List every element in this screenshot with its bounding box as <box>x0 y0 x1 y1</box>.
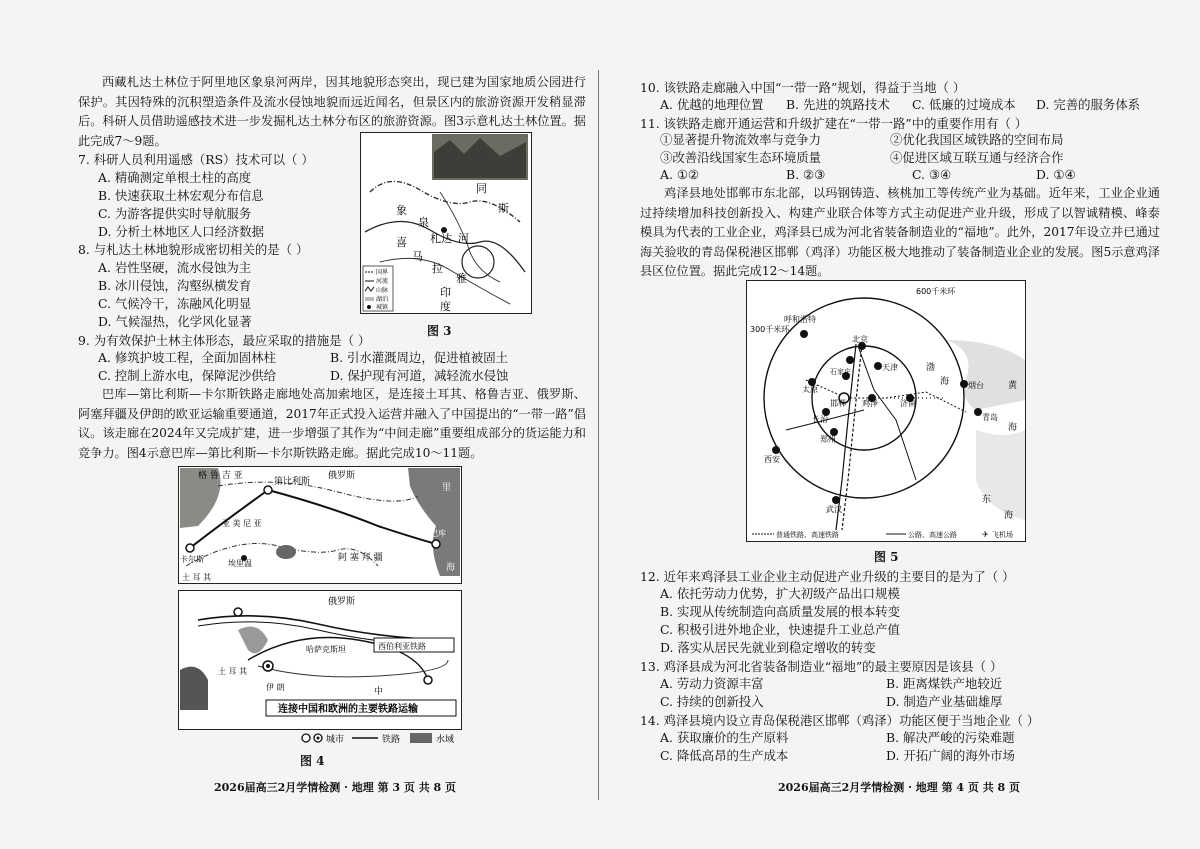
q12-option-c: C. 积极引进外地企业，快速提升工业总产值 <box>660 622 900 637</box>
legend-city: 城市 <box>326 735 345 745</box>
label-bo: 渤 <box>926 363 936 373</box>
question-9: 9. 为有效保护土林主体形态，最应采取的措施是（ ） <box>78 333 371 348</box>
figure-4-top-map <box>178 466 462 584</box>
figure-5-caption: 图 5 <box>874 550 899 564</box>
q10-option-b: B. 先进的筑路技术 <box>786 97 890 112</box>
label-shijiazhuang: 石家庄 <box>830 368 851 376</box>
figure-4-banner: 连接中国和欧洲的主要铁路运输 <box>278 704 418 715</box>
q7-option-a: A. 精确测定单根土柱的高度 <box>98 170 252 185</box>
q10-option-d: D. 完善的服务体系 <box>1036 97 1141 112</box>
label-du: 度 <box>440 300 451 313</box>
figure-4-legend <box>300 730 480 746</box>
label-yerevan: 埃里温 <box>228 559 252 568</box>
label-ring-300: 300千米环 <box>750 325 790 334</box>
label-kazakhstan: 哈萨克斯坦 <box>306 645 346 654</box>
legend-lake: 湖泊 <box>376 296 389 303</box>
figure-4-caption: 图 4 <box>300 754 325 768</box>
label-ma: 马 <box>412 250 423 263</box>
label-kars: 卡尔斯 <box>180 555 204 564</box>
q13-option-c: C. 持续的创新投入 <box>660 694 764 709</box>
page-divider <box>598 70 599 800</box>
label-taiyuan: 太原 <box>802 385 818 394</box>
legend-road-5: 公路、高速公路 <box>908 531 957 539</box>
q8-option-b: B. 冰川侵蚀，沟壑纵横发育 <box>98 278 252 293</box>
label-tianjin: 天津 <box>882 363 898 372</box>
label-xi: 喜 <box>396 236 407 249</box>
q13-option-b: B. 距离煤铁产地较近 <box>886 676 1003 691</box>
q13-option-d: D. 制造产业基础雄厚 <box>886 694 1003 709</box>
label-siberian-railway: 西伯利亚铁路 <box>378 642 426 651</box>
question-8: 8. 与札达土林地貌形成密切相关的是（ ） <box>78 242 309 257</box>
q7-option-c: C. 为游客提供实时导航服务 <box>98 206 252 221</box>
q8-option-d: D. 气候湿热，化学风化显著 <box>98 314 252 329</box>
label-dong: 东 <box>982 495 992 505</box>
label-tbilisi: 第比利斯 <box>274 477 311 487</box>
label-jize: 鸡泽 <box>862 399 878 408</box>
label-russia-bottom: 俄罗斯 <box>328 597 356 607</box>
q11-option-c: C. ③④ <box>912 167 952 182</box>
question-12: 12. 近年来鸡泽县工业企业主动促进产业升级的主要目的是为了（ ） <box>640 569 1015 584</box>
question-7: 7. 科研人员利用遥感（RS）技术可以（ ） <box>78 152 314 167</box>
q14-option-b: B. 解决严峻的污染难题 <box>886 730 1015 745</box>
legend-railway: 铁路 <box>382 735 401 745</box>
question-10: 10. 该铁路走廊融入中国“一带一路”规划，得益于当地（ ） <box>640 80 966 95</box>
footer-page-3: 2026届高三2月学情检测 · 地理 第 3 页 共 8 页 <box>214 781 457 794</box>
label-russia-top: 俄罗斯 <box>328 471 356 481</box>
label-china: 中 <box>374 687 384 697</box>
q7-option-d: D. 分析土林地区人口经济数据 <box>98 224 265 239</box>
legend-border: 国界 <box>376 269 389 276</box>
label-ya: 雅 <box>456 272 467 285</box>
label-li: 里 <box>442 483 452 493</box>
label-handan: 邯郸 <box>830 399 846 408</box>
q10-option-a: A. 优越的地理位置 <box>660 97 764 112</box>
legend-town: 城镇 <box>376 304 389 311</box>
label-la: 拉 <box>432 262 443 275</box>
question-14: 14. 鸡泽县境内设立青岛保税港区邯郸（鸡泽）功能区便于当地企业（ ） <box>640 713 1040 728</box>
label-ring-600: 600千米环 <box>916 287 956 296</box>
intro-10-11: 巴库—第比利斯—卡尔斯铁路走廊地处高加索地区，是连接土耳其、格鲁吉亚、俄罗斯、阿塞拜疆及伊朗的欧亚运输重要通道，2017年正式投入运营并融入了中国提出的“一带一路”倡议。该走廊在2024年又完成扩建，进一步增强了其作为“中间走廊”重要组成部分的货运能力和竞争力。图4示意巴库—第比利斯—卡尔斯铁路走廊。据此完成10～11题。 <box>78 387 586 460</box>
q9-option-d: D. 保护现有河道，减轻流水侵蚀 <box>330 368 509 383</box>
q11-item-3: ③改善沿线国家生态环境质量 <box>660 150 822 165</box>
q14-option-d: D. 开拓广阔的海外市场 <box>886 748 1015 763</box>
legend-mountain: 山脉 <box>376 287 389 294</box>
intro-7-9: 西藏札达土林位于阿里地区象泉河两岸，因其地貌形态突出，现已建为国家地质公园进行保护。其因特殊的沉积塑造条件及流水侵蚀地貌而远近闻名，但景区内的旅游资源开发稍显滞后。科研人员借助遥感技术进一步发掘札达土林分布区的旅游资源。图3示意札达土林位置。据此完成7～9题。 <box>78 75 586 148</box>
label-changzhi: 长治 <box>812 415 828 424</box>
q8-option-c: C. 气候冷干，冻融风化明显 <box>98 296 252 311</box>
label-wuhan: 武汉 <box>826 505 842 514</box>
q10-option-c: C. 低廉的过境成本 <box>912 97 1016 112</box>
q11-item-4: ④促进区域互联互通与经济合作 <box>890 150 1064 165</box>
q13-option-a: A. 劳动力资源丰富 <box>660 676 764 691</box>
legend-airport: 飞机场 <box>992 531 1013 539</box>
label-quan: 泉 <box>418 216 429 229</box>
label-bohai-hai: 海 <box>940 377 950 387</box>
q11-option-d: D. ①④ <box>1036 167 1076 182</box>
label-qingdao: 青岛 <box>982 413 998 422</box>
label-georgia: 格 鲁 吉 亚 <box>198 471 243 481</box>
label-tong: 同 <box>476 182 487 195</box>
label-hohhot: 呼和浩特 <box>784 315 816 324</box>
label-si: 斯 <box>498 202 509 215</box>
q11-option-a: A. ①② <box>660 167 700 182</box>
question-11: 11. 该铁路走廊开通运营和升级扩建在“一带一路”中的重要作用有（ ） <box>640 116 1028 131</box>
q14-option-c: C. 降低高昂的生产成本 <box>660 748 789 763</box>
label-beijing: 北京 <box>852 335 868 344</box>
legend-river: 河流 <box>376 278 389 285</box>
q12-option-b: B. 实现从传统制造向高质量发展的根本转变 <box>660 604 901 619</box>
q9-option-c: C. 控制上游水电，保障泥沙供给 <box>98 368 276 383</box>
q12-option-a: A. 依托劳动力优势，扩大初级产品出口规模 <box>660 586 900 601</box>
airport-icon: ✈ <box>982 530 989 539</box>
label-iran: 伊 朗 <box>266 683 285 692</box>
label-armenia: 亚 美 尼 亚 <box>222 519 262 528</box>
q9-option-a: A. 修筑护坡工程，全面加固林柱 <box>98 350 276 365</box>
label-zhada: 札达 <box>430 232 452 245</box>
q9-option-b: B. 引水灌溉周边，促进植被固土 <box>330 350 509 365</box>
label-hai: 海 <box>446 563 456 573</box>
label-donghai-hai: 海 <box>1004 511 1014 521</box>
label-yantai: 烟台 <box>968 381 984 390</box>
intro-12-14: 鸡泽县地处邯郸市东北部，以玛钢铸造、核桃加工等传统产业为基础。近年来，工业企业通过持续增加科技创新投入、构建产业联合体等方式主动促进产业升级，形成了以智诚精模、峰泰模具为代表的工业企业，鸡泽县已成为河北省装备制造业的“福地”。此外，2017年设立并已通过海关验收的青岛保税港区邯郸（鸡泽）功能区极大地推动了装备制造业企业的发展。图5示意鸡泽县区位位置。据此完成12～14题。 <box>640 186 1160 279</box>
q11-option-b: B. ②③ <box>786 167 826 182</box>
label-huang: 黄 <box>1008 381 1018 391</box>
label-zhengzhou: 郑州 <box>820 435 836 444</box>
label-turkey-bottom: 土 耳 其 <box>218 667 248 676</box>
footer-page-4: 2026届高三2月学情检测 · 地理 第 4 页 共 8 页 <box>778 781 1021 794</box>
legend-water: 水域 <box>436 735 455 745</box>
q11-item-2: ②优化我国区域铁路的空间布局 <box>890 132 1064 147</box>
figure-3-map <box>360 132 532 314</box>
figure-4-bottom-map <box>178 590 462 730</box>
label-he: 河 <box>458 232 469 245</box>
label-jinan: 济南 <box>900 399 916 408</box>
legend-railway-5: 普通铁路、高速铁路 <box>776 531 839 539</box>
q14-option-a: A. 获取廉价的生产原料 <box>660 730 789 745</box>
q12-option-d: D. 落实从居民先就业到稳定增收的转变 <box>660 640 876 655</box>
q11-item-1: ①显著提升物流效率与竞争力 <box>660 132 822 147</box>
figure-3-caption: 图 3 <box>427 324 452 338</box>
q7-option-b: B. 快速获取土林宏观分布信息 <box>98 188 264 203</box>
label-yin: 印 <box>440 286 451 299</box>
label-azerbaijan: 阿 塞 拜 疆 <box>338 553 383 563</box>
label-xiang: 象 <box>396 204 407 217</box>
label-turkey-top: 土 耳 其 <box>182 573 212 582</box>
question-13: 13. 鸡泽县成为河北省装备制造业“福地”的最主要原因是该县（ ） <box>640 659 1003 674</box>
q8-option-a: A. 岩性坚硬，流水侵蚀为主 <box>98 260 252 275</box>
label-baku: 巴库 <box>430 529 446 538</box>
label-huanghai-hai: 海 <box>1008 423 1018 433</box>
figure-5-map <box>746 280 1026 542</box>
page-4 <box>600 0 1200 849</box>
label-xian: 西安 <box>764 455 780 464</box>
